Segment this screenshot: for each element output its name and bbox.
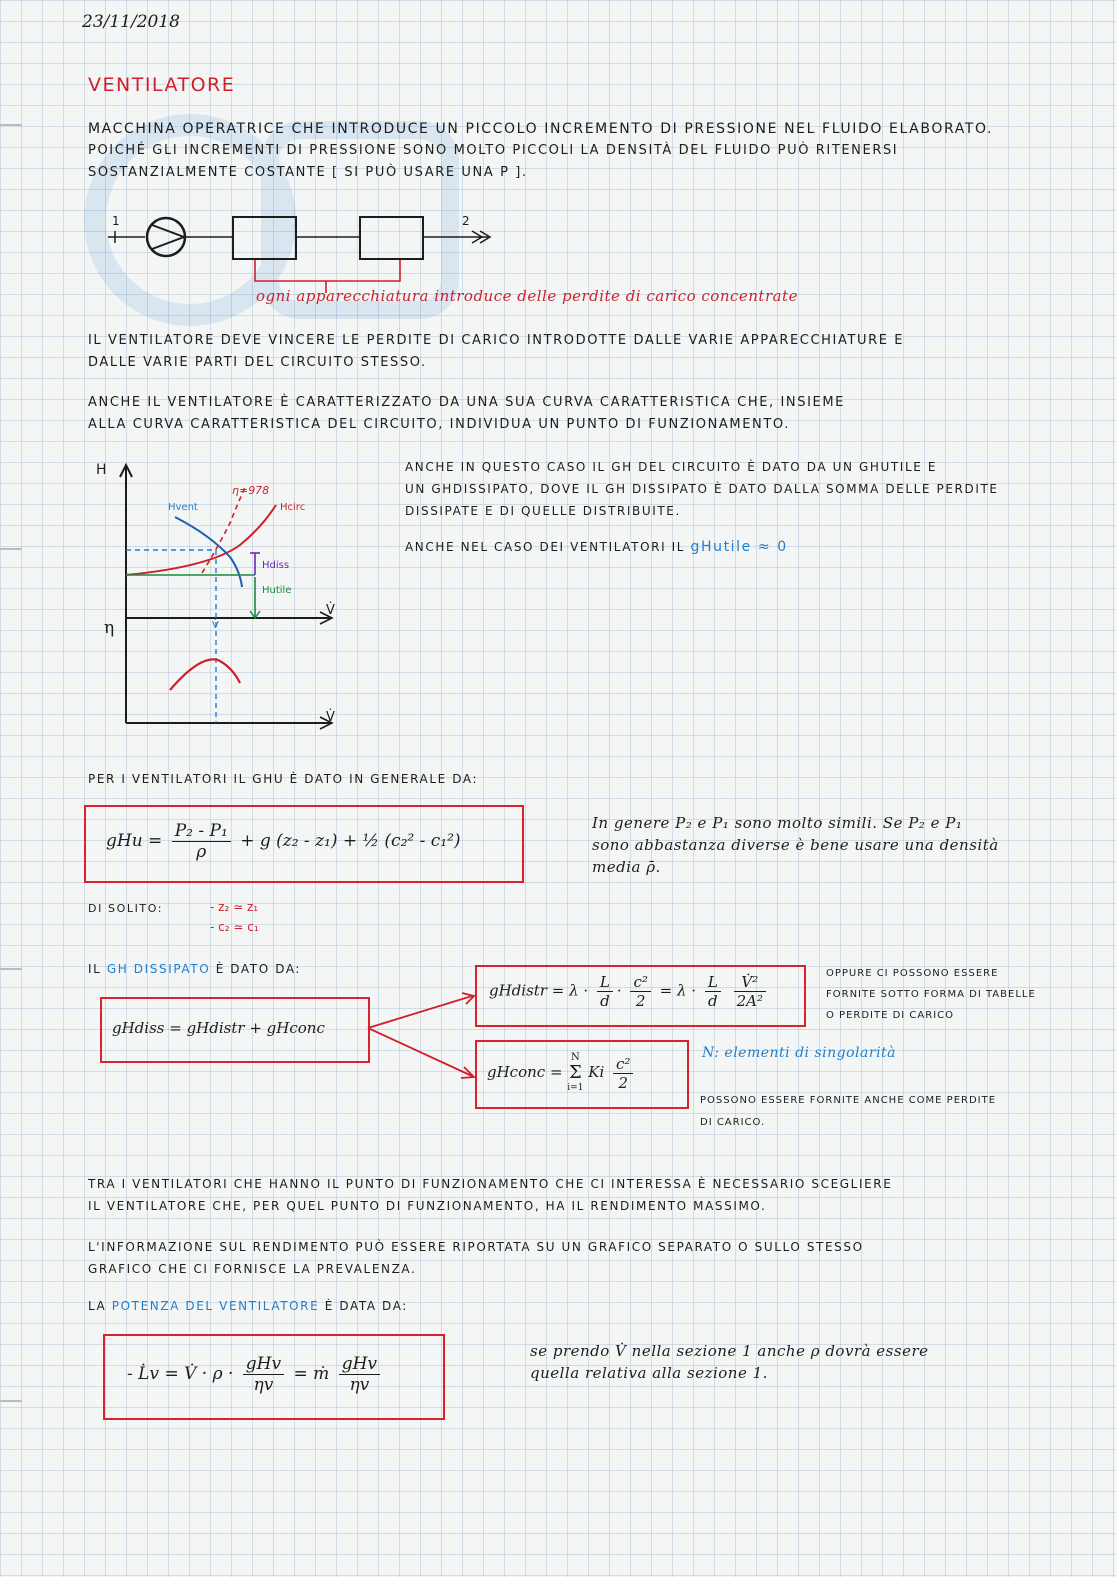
characteristic-curve-graph [90,455,350,745]
graph-x-axis-label: V̇ [326,603,335,618]
graph-h-axis-label: H [96,462,107,478]
ghu-side-note-line: In genere P₂ e P₁ sono molto simili. Se P₂ e P₁ [592,814,963,832]
power-note-line: se prendo V̇ nella sezione 1 anche ρ dovrà essere [530,1342,929,1360]
graph-hdiss-label: Hdiss [262,560,290,571]
distr-note-line: O PERDITE DI CARICO [826,1010,955,1021]
power-num: gHv [339,1354,380,1375]
efficiency-info-line: GRAFICO CHE CI FORNISCE LA PREVALENZA. [88,1262,417,1276]
power-note [530,1340,929,1384]
diss-intro-suffix: È DATO DA: [215,962,302,976]
graph-note-value: gHutile ≈ 0 [690,539,788,555]
ghu-side-note-line: media ρ̄. [592,858,661,876]
losses-line: IL VENTILATORE DEVE VINCERE LE PERDITE DI CARICO INTRODOTTE DALLE VARIE APPARECCHIATURE E [88,333,905,348]
distr-den: d [707,992,718,1010]
binder-hole [0,1400,22,1402]
page-title: VENTILATORE [88,74,236,96]
conc-lhs: gHconc = [487,1063,563,1081]
diss-intro-colored: GH DISSIPATO [106,962,211,976]
usually-label: DI SOLITO: [88,902,164,915]
graph-hcirc-label: Hcirc [280,502,306,513]
conc-sum-bottom: i=1 [567,1083,584,1093]
distr-mid: = λ · [659,981,697,1000]
power-intro-colored: POTENZA DEL VENTILATORE [111,1299,320,1313]
intro-line: POICHÉ GLI INCREMENTI DI PRESSIONE SONO MOLTO PICCOLI LA DENSITÀ DEL FLUIDO PUÒ RITENERSI [88,143,899,158]
curve-paragraph [88,392,845,436]
conc-ki: Ki [588,1063,605,1081]
conc-note-n: N: elementi di singolarità [702,1045,897,1061]
ghu-intro: PER I VENTILATORI IL GHU È DATO IN GENERALE DA: [88,772,479,786]
diss-branch-arrows [366,990,481,1085]
distr-lhs: gHdistr = λ · [489,981,589,1000]
power-formula [127,1354,384,1395]
diss-intro-prefix: IL [88,962,102,976]
graph-eta-label: η=978 [232,484,270,497]
graph-explanation-line: UN GHDISSIPATO, DOVE IL GH DISSIPATO È DATO DALLA SOMMA DELLE PERDITE [405,482,999,496]
conc-sum-symbol: Σ [569,1062,582,1083]
usually-item-c: - c₂ ≃ c₁ [210,920,259,934]
distr-den: 2A² [736,992,763,1010]
distr-den: 2 [635,992,646,1010]
binder-hole [0,968,22,970]
conc-note [700,1090,996,1134]
circuit-annotation: ogni apparecchiatura introduce delle perdite di carico concentrate [256,287,798,305]
losses-line: DALLE VARIE PARTI DEL CIRCUITO STESSO. [88,355,427,370]
power-den: ηv [253,1375,274,1395]
distr-num: L [597,973,613,992]
distr-den: d [600,992,610,1010]
ghu-formula-lhs: gHu = [106,831,163,851]
conc-num: c² [613,1055,633,1074]
power-intro [88,1299,408,1313]
ghu-fraction [172,821,231,862]
curve-line: ANCHE IL VENTILATORE È CARATTERIZZATO DA UNA SUA CURVA CARATTERISTICA CHE, INSIEME [88,395,845,410]
ghu-fraction-den: ρ [196,842,207,862]
conc-sum-top: N [571,1052,580,1063]
distr-num: c² [630,973,650,992]
intro-line: MACCHINA OPERATRICE CHE INTRODUCE UN PICCOLO INCREMENTO DI PRESSIONE NEL FLUIDO ELABORATO. [88,121,994,137]
choice-paragraph [88,1173,892,1217]
power-lhs: - L̇v = V̇ · ρ · [127,1364,234,1384]
distr-formula-box [475,965,806,1027]
distr-note-line: FORNITE SOTTO FORMA DI TABELLE [826,989,1036,1000]
conc-formula-box [475,1040,689,1109]
power-note-line: quella relativa alla sezione 1. [530,1364,768,1382]
circuit-diagram [100,205,520,300]
ghu-side-note [592,812,999,878]
power-formula-box [103,1334,445,1420]
distr-note [826,963,1036,1026]
diss-intro [88,962,301,976]
power-intro-suffix: È DATA DA: [324,1299,408,1313]
graph-hutile-label: Hutile [262,585,292,596]
choice-line: TRA I VENTILATORI CHE HANNO IL PUNTO DI FUNZIONAMENTO CHE CI INTERESSA È NECESSARIO SCEGLIERE [88,1177,893,1191]
graph-note-text: ANCHE NEL CASO DEI VENTILATORI IL [405,540,686,554]
graph-eta-axis-label: η [104,618,115,638]
power-mid: = ṁ [293,1364,330,1384]
losses-paragraph [88,330,904,374]
efficiency-info-line: L'INFORMAZIONE SUL RENDIMENTO PUÒ ESSERE RIPORTATA SU UN GRAFICO SEPARATO O SULLO STESSO [88,1240,864,1254]
circuit-outlet-label: 2 [462,214,470,228]
conc-sum [567,1052,583,1094]
ghu-formula [106,821,461,862]
conc-den: 2 [618,1073,629,1092]
graph-x-axis-label-2: V̇ [326,710,335,725]
distr-num: V̇² [734,973,766,992]
intro-paragraph [88,118,993,184]
ghu-formula-rest: + g (z₂ - z₁) + ½ (c₂² - c₁²) [240,831,461,851]
ghu-fraction-num: P₂ - P₁ [172,821,231,842]
binder-hole [0,548,22,550]
ghu-formula-box [84,805,524,883]
distr-num: L [705,973,721,992]
graph-explanation-line: ANCHE IN QUESTO CASO IL GH DEL CIRCUITO È DATO DA UN GHUTILE E [405,460,938,474]
circuit-inlet-label: 1 [112,214,120,228]
ghu-side-note-line: sono abbastanza diverse è bene usare una densità [592,836,999,854]
efficiency-info-paragraph [88,1236,864,1280]
intro-line: SOSTANZIALMENTE COSTANTE [ SI PUÒ USARE UNA Ρ̄ ]. [88,165,528,180]
power-num: gHv [243,1354,284,1375]
choice-line: IL VENTILATORE CHE, PER QUEL PUNTO DI FUNZIONAMENTO, HA IL RENDIMENTO MASSIMO. [88,1199,767,1213]
graph-explanation-line: DISSIPATE E DI QUELLE DISTRIBUITE. [405,504,681,518]
usually-item-z: - z₂ ≃ z₁ [210,900,259,914]
date: 23/11/2018 [82,12,180,32]
graph-v-marker: V̇ [212,620,219,631]
power-den: ηv [349,1375,370,1395]
power-intro-prefix: LA [88,1299,107,1313]
graph-hvent-label: Hvent [168,502,198,513]
distr-formula: gHdistr = λ · $\frac{L}{d}$ · $\frac{\text{c²}}{2}$ = λ · $\frac{L}{d}$ $\frac{\text{V̇²}}{\text{2A²}}$ [489,973,770,1010]
binder-hole [0,124,22,126]
distr-note-line: OPPURE CI POSSONO ESSERE [826,968,999,979]
curve-line: ALLA CURVA CARATTERISTICA DEL CIRCUITO, INDIVIDUA UN PUNTO DI FUNZIONAMENTO. [88,417,790,432]
conc-note-line: POSSONO ESSERE FORNITE ANCHE COME PERDITE [700,1095,997,1106]
graph-explanation [405,456,999,522]
diss-main-formula: gHdiss = gHdistr + gHconc [112,1019,325,1037]
conc-note-line: DI CARICO. [700,1117,766,1128]
graph-note [405,539,788,555]
diss-main-formula-box [100,997,370,1063]
conc-formula [487,1052,637,1094]
